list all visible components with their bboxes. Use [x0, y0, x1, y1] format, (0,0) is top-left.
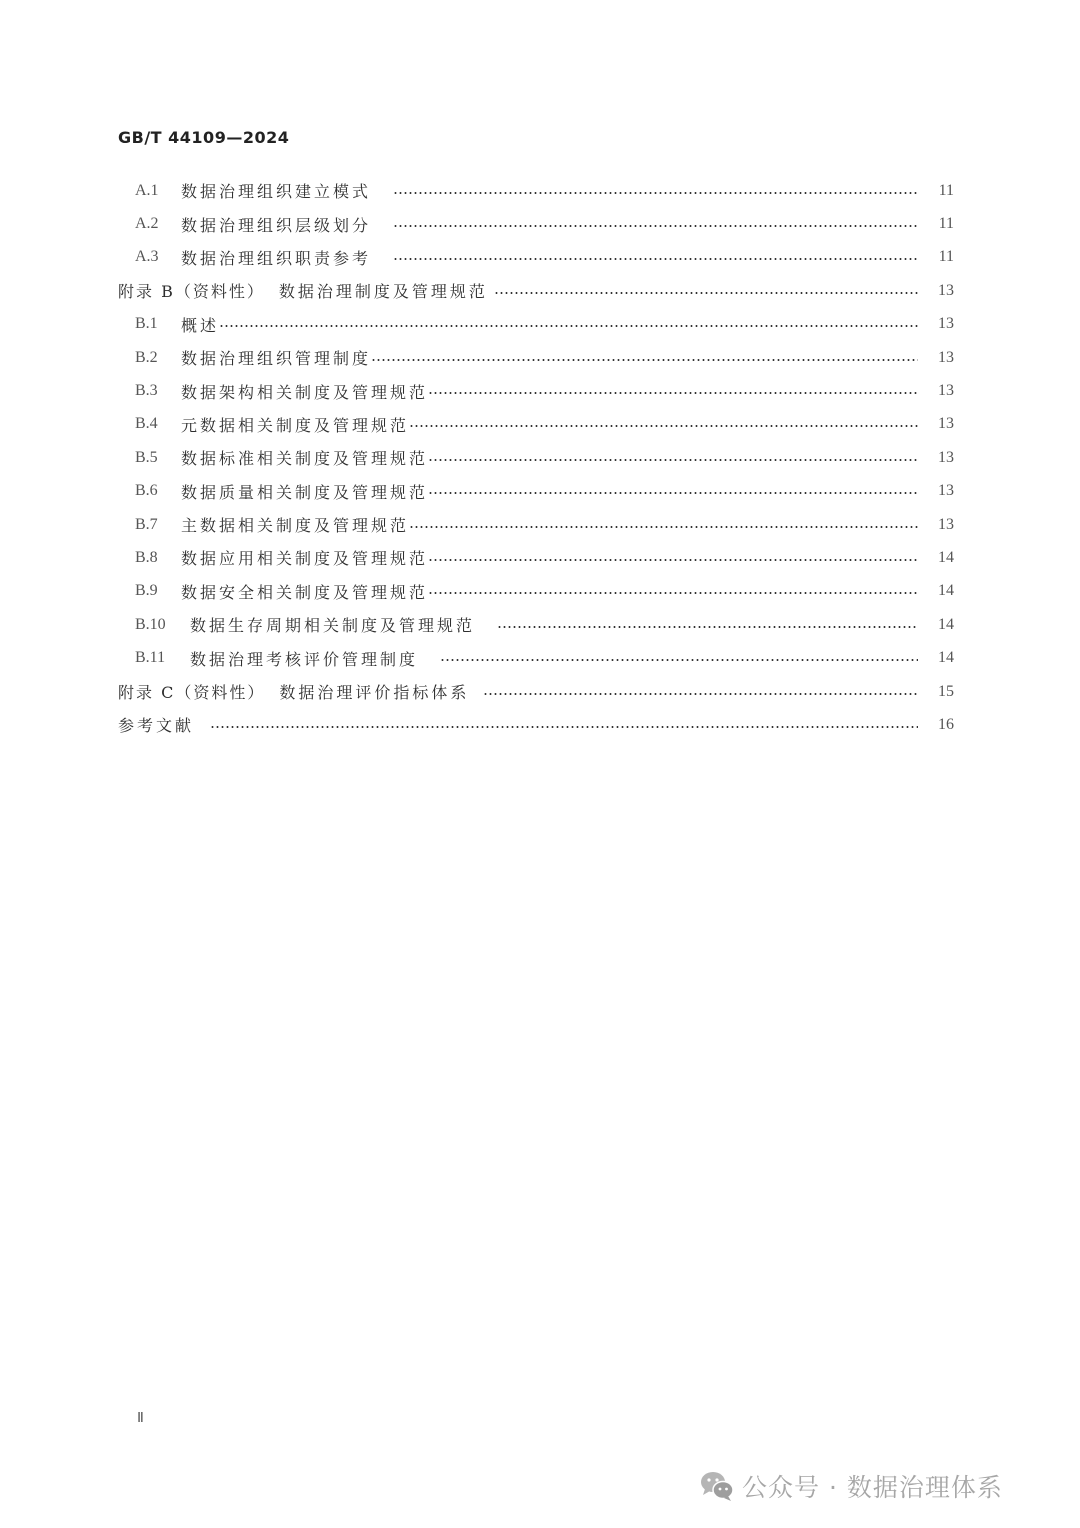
toc-entry[interactable]: [118, 441, 954, 474]
toc-entry-page: 14: [938, 649, 954, 667]
toc-entry-page: 15: [938, 682, 954, 700]
dot-leader: [393, 258, 918, 260]
toc-entry[interactable]: [118, 408, 954, 441]
dot-leader: [210, 726, 918, 728]
toc-entry-number: B.10: [135, 615, 166, 633]
toc-entry-title: 数据治理组织建立模式: [181, 182, 372, 202]
toc-entry-appendix-c[interactable]: [118, 675, 954, 708]
toc-entry[interactable]: [118, 174, 954, 207]
toc-entry-page: 13: [938, 515, 954, 533]
dot-leader: [428, 392, 918, 394]
toc-entry-appendix-b[interactable]: [118, 274, 954, 307]
toc-entry-title: 数据治理组织职责参考: [181, 248, 372, 268]
toc-entry-number: B.8: [135, 548, 158, 566]
toc-entry-page: 13: [938, 382, 954, 400]
dot-leader: [497, 626, 918, 628]
toc-entry-title: 概述: [181, 315, 220, 335]
toc-entry-number: A.2: [135, 215, 159, 233]
toc-entry-page: 14: [938, 615, 954, 633]
toc-entry[interactable]: [118, 308, 954, 341]
toc-entry-page: 16: [938, 715, 954, 733]
dot-leader: [428, 492, 918, 494]
dot-leader: [428, 459, 918, 461]
dot-leader: [409, 526, 918, 528]
toc-entry-page: 13: [938, 415, 954, 433]
watermark: [700, 1468, 1003, 1504]
toc-entry-number: B.6: [135, 482, 158, 500]
toc-entry[interactable]: [118, 241, 954, 274]
toc-entry-title: 数据安全相关制度及管理规范: [181, 582, 429, 602]
table-of-contents: [118, 174, 954, 742]
toc-entry-title: 数据架构相关制度及管理规范: [181, 382, 429, 402]
toc-entry-page: 11: [938, 215, 954, 233]
toc-entry-references[interactable]: [118, 708, 954, 741]
toc-entry-title: 数据治理评价指标体系: [279, 683, 470, 703]
standard-code: GB/T 44109—2024: [118, 128, 290, 147]
dot-leader: [483, 693, 918, 695]
toc-entry[interactable]: [118, 541, 954, 574]
toc-entry[interactable]: [118, 508, 954, 541]
toc-entry-number: B.1: [135, 315, 158, 333]
toc-entry-number: B.3: [135, 382, 158, 400]
toc-entry-title: 数据治理组织层级划分: [181, 215, 372, 235]
toc-entry-title: 数据治理组织管理制度: [181, 349, 372, 369]
wechat-icon: [700, 1470, 734, 1502]
toc-entry-number: A.3: [135, 248, 159, 266]
toc-entry-prefix: 附录 C（资料性）: [118, 683, 266, 703]
toc-entry[interactable]: [118, 374, 954, 407]
dot-leader: [393, 225, 918, 227]
toc-entry-page: 11: [938, 181, 954, 199]
dot-leader: [393, 192, 918, 194]
dot-leader: [428, 559, 918, 561]
toc-entry[interactable]: [118, 341, 954, 374]
toc-entry[interactable]: [118, 575, 954, 608]
toc-entry-title: 参考文献: [118, 716, 195, 736]
toc-entry-page: 13: [938, 482, 954, 500]
toc-entry[interactable]: [118, 641, 954, 674]
toc-entry-number: B.5: [135, 448, 158, 466]
toc-entry-number: B.2: [135, 348, 158, 366]
toc-entry-title: 数据应用相关制度及管理规范: [181, 549, 429, 569]
dot-leader: [494, 292, 918, 294]
toc-entry-page: 13: [938, 348, 954, 366]
toc-entry-page: 13: [938, 448, 954, 466]
toc-entry[interactable]: [118, 475, 954, 508]
standard-code-header: [118, 128, 289, 147]
toc-entry-number: B.9: [135, 582, 158, 600]
toc-entry[interactable]: [118, 608, 954, 641]
toc-entry[interactable]: [118, 207, 954, 240]
toc-entry-page: 14: [938, 582, 954, 600]
toc-entry-number: B.4: [135, 415, 158, 433]
toc-entry-title: 数据标准相关制度及管理规范: [181, 449, 429, 469]
toc-entry-number: B.11: [135, 649, 166, 667]
toc-entry-page: 14: [938, 548, 954, 566]
dot-leader: [440, 659, 918, 661]
dot-leader: [371, 359, 918, 361]
toc-entry-title: 主数据相关制度及管理规范: [181, 516, 410, 536]
toc-entry-title: 元数据相关制度及管理规范: [181, 415, 410, 435]
toc-entry-title: 数据质量相关制度及管理规范: [181, 482, 429, 502]
toc-entry-prefix: 附录 B（资料性）: [118, 282, 265, 302]
toc-entry-title: 数据治理制度及管理规范: [278, 282, 488, 302]
toc-entry-page: 13: [938, 315, 954, 333]
toc-entry-number: A.1: [135, 181, 159, 199]
toc-entry-page: 11: [938, 248, 954, 266]
dot-leader: [219, 325, 918, 327]
page-folio: Ⅱ: [137, 1411, 144, 1426]
toc-entry-title: 数据生存周期相关制度及管理规范: [190, 616, 476, 636]
dot-leader: [409, 425, 918, 427]
watermark-text: 公众号 · 数据治理体系: [742, 1473, 1003, 1502]
toc-entry-title: 数据治理考核评价管理制度: [190, 649, 419, 669]
toc-entry-page: 13: [938, 281, 954, 299]
toc-entry-number: B.7: [135, 515, 158, 533]
dot-leader: [428, 592, 918, 594]
